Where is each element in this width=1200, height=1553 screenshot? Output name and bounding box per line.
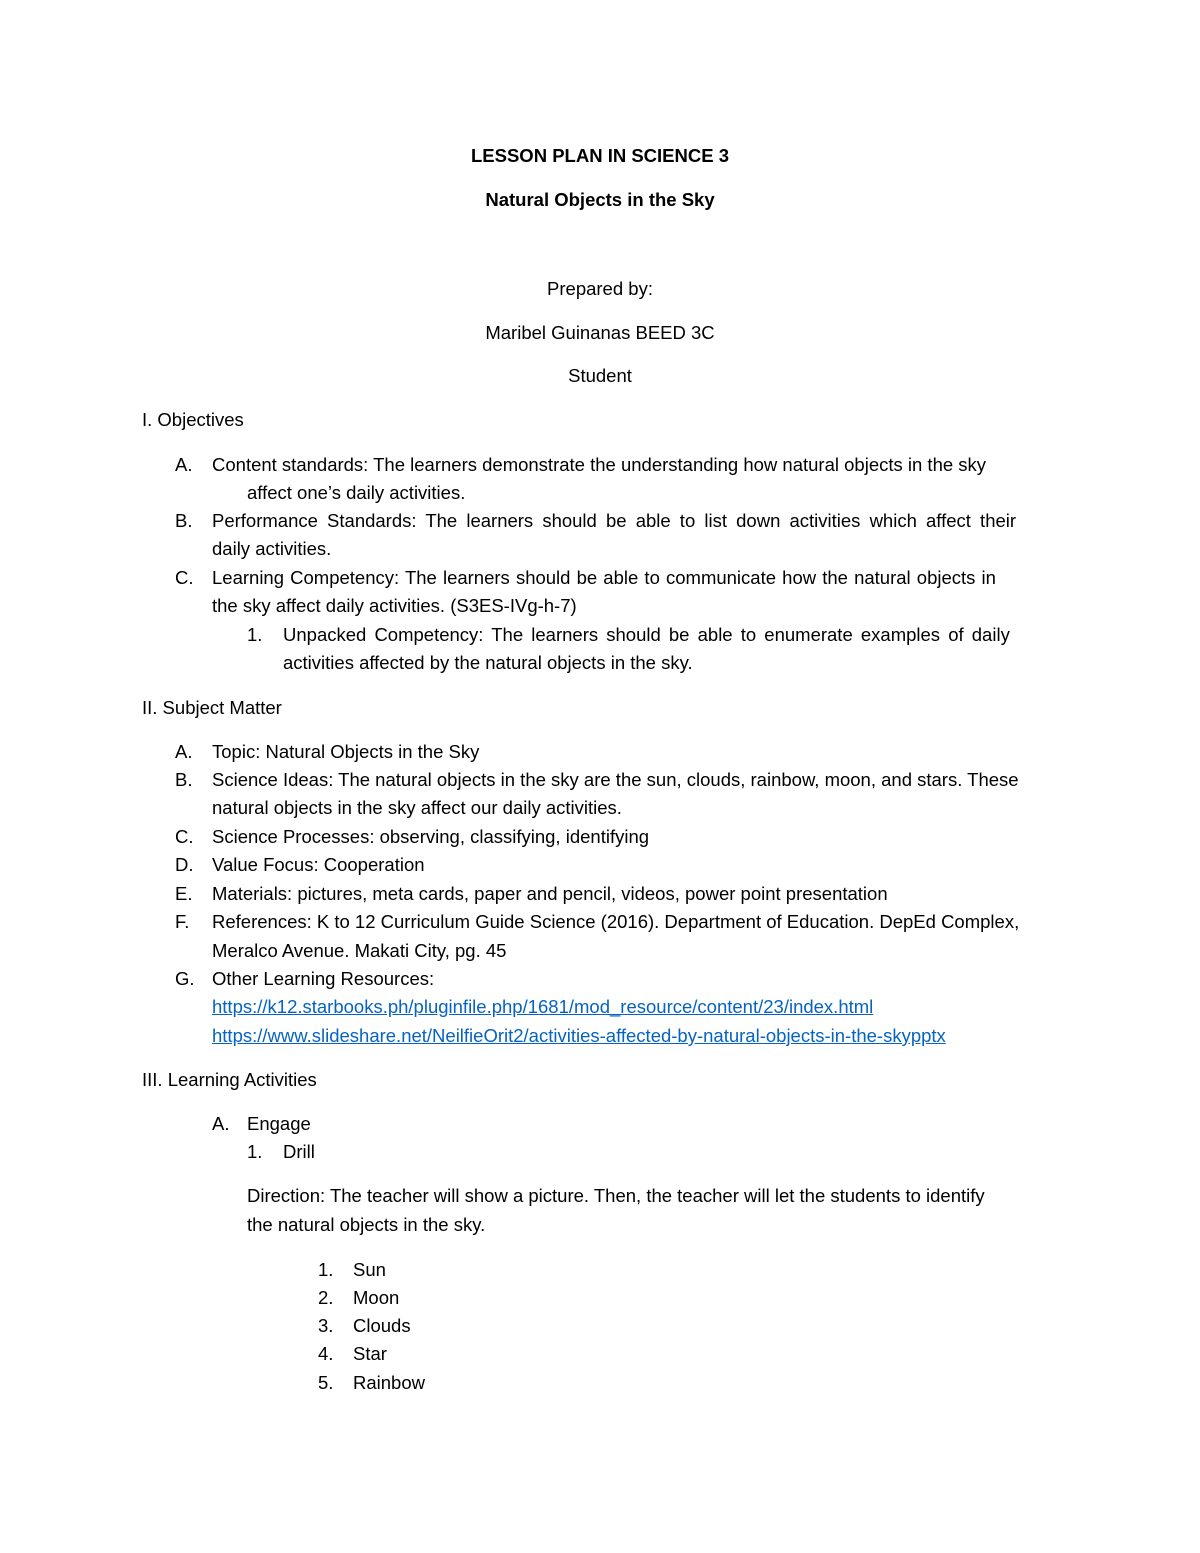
subject-c-marker: C. (175, 826, 194, 847)
subject-e-marker: E. (175, 883, 193, 904)
topic-text: Topic: Natural Objects in the Sky (212, 741, 480, 762)
subject-f-marker: F. (175, 911, 190, 932)
objective-c-marker: C. (175, 567, 194, 588)
object-3-marker: 3. (318, 1315, 334, 1336)
object-4-marker: 4. (318, 1343, 334, 1364)
objective-a-marker: A. (175, 454, 193, 475)
object-1-marker: 1. (318, 1259, 334, 1280)
object-sun: Sun (353, 1259, 386, 1280)
objective-a-text: Content standards: The learners demonstrate the understanding how natural objects in the sky (212, 454, 987, 475)
prepared-by-label: Prepared by: (547, 278, 653, 299)
object-clouds: Clouds (353, 1315, 411, 1336)
drill-label: Drill (283, 1141, 315, 1162)
objective-b-marker: B. (175, 510, 193, 531)
subject-a-marker: A. (175, 741, 193, 762)
engage-marker: A. (212, 1113, 230, 1134)
subject-d-marker: D. (175, 854, 194, 875)
objective-b-text-cont: daily activities. (212, 538, 332, 559)
objective-c-text: Learning Competency: The learners should be able to communicate how the natural objects in (212, 567, 996, 588)
object-2-marker: 2. (318, 1287, 334, 1308)
objective-a-text-cont: affect one’s daily activities. (247, 482, 466, 503)
subject-b-marker: B. (175, 769, 193, 790)
author-name: Maribel Guinanas BEED 3C (485, 322, 715, 343)
object-star: Star (353, 1343, 387, 1364)
drill-marker: 1. (247, 1141, 263, 1162)
direction-text: Direction: The teacher will show a picture. Then, the teacher will let the students to identify (247, 1185, 985, 1206)
materials-text: Materials: pictures, meta cards, paper and pencil, videos, power point presentation (212, 883, 888, 904)
object-moon: Moon (353, 1287, 400, 1308)
object-5-marker: 5. (318, 1372, 334, 1393)
subject-matter-heading: II. Subject Matter (142, 697, 282, 718)
starbooks-link[interactable]: https://k12.starbooks.ph/pluginfile.php/1681/mod_resource/content/23/index.html (212, 996, 874, 1017)
object-rainbow: Rainbow (353, 1372, 425, 1393)
engage-label: Engage (247, 1113, 311, 1134)
direction-text-cont: the natural objects in the sky. (247, 1214, 486, 1235)
author-role: Student (568, 365, 632, 386)
unpacked-competency-text-cont: activities affected by the natural objects in the sky. (283, 652, 693, 673)
references-text-cont: Meralco Avenue. Makati City, pg. 45 (212, 940, 507, 961)
objective-c1-marker: 1. (247, 624, 263, 645)
objectives-heading: I. Objectives (142, 409, 244, 430)
value-focus-text: Value Focus: Cooperation (212, 854, 425, 875)
slideshare-link[interactable]: https://www.slideshare.net/NeilfieOrit2/activities-affected-by-natural-objects-in-the-skypptx (212, 1025, 946, 1046)
references-text: References: K to 12 Curriculum Guide Science (2016). Department of Education. DepEd Complex, (212, 911, 1020, 932)
science-processes-text: Science Processes: observing, classifying, identifying (212, 826, 650, 847)
objective-b-text: Performance Standards: The learners should be able to list down activities which affect their (212, 510, 1017, 531)
document-subtitle: Natural Objects in the Sky (485, 189, 715, 210)
science-ideas-text: Science Ideas: The natural objects in the sky are the sun, clouds, rainbow, moon, and stars. These (212, 769, 1019, 790)
objective-c-text-cont: the sky affect daily activities. (S3ES-IVg-h-7) (212, 595, 577, 616)
other-resources-text: Other Learning Resources: (212, 968, 435, 989)
learning-activities-heading: III. Learning Activities (142, 1069, 317, 1090)
unpacked-competency-text: Unpacked Competency: The learners should be able to enumerate examples of daily (283, 624, 1010, 645)
document-title: LESSON PLAN IN SCIENCE 3 (470, 145, 729, 166)
subject-g-marker: G. (175, 968, 195, 989)
science-ideas-text-cont: natural objects in the sky affect our daily activities. (212, 797, 622, 818)
